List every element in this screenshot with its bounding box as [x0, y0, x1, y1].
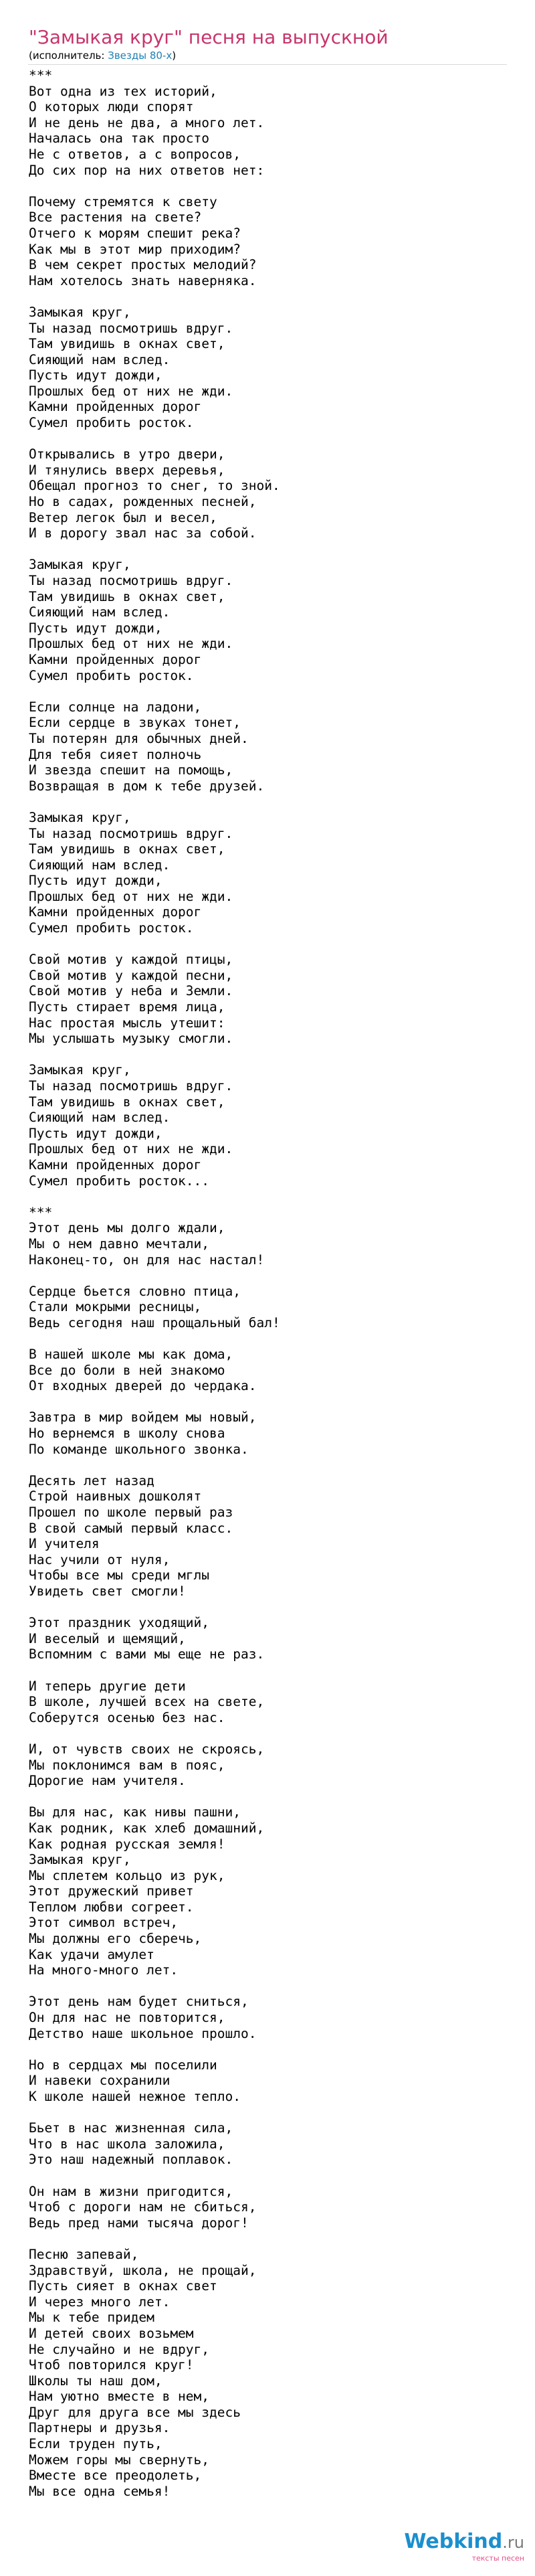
- artist-link[interactable]: Звезды 80-х: [108, 50, 173, 62]
- logo-tld: .ru: [502, 2533, 524, 2552]
- lyrics-text: *** Вот одна из тех историй, О которых люди спорят И не день не два, а много лет. Началась она так просто Не с ответов, а с вопросов, До сих пор на них ответов нет: Почему стремятся к свету Все растения на свете? Отчего к морям спешит река? Как мы в этот мир приходим? В чем секрет простых мелодий? Нам хотелось знать наверняка. Замыкая круг, Ты назад посмотришь вдруг. Там увидишь в окнах свет, Сияющий нам вслед. Пусть идут дожди, Прошлых бед от них не жди. Камни пройденных дорог Сумел пробить росток. Открывались в утро двери, И тянулись вверх деревья, Обещал прогноз то снег, то зной. Но в садах, рожденных песней, Ветер легок был и весел, И в дорогу звал нас за собой. Замыкая круг, Ты назад посмотришь вдруг. Там увидишь в окнах свет, Сияющий нам вслед. Пусть идут дожди, Прошлых бед от них не жди. Камни пройденных дорог Сумел пробить росток. Если солнце на ладони, Если сердце в звуках тонет, Ты потерян для обычных дней. Для тебя сияет полночь И звезда спешит на помощь, Возвращая в дом к тебе друзей. Замыкая круг, Ты назад посмотришь вдруг. Там увидишь в окнах свет, Сияющий нам вслед. Пусть идут дожди, Прошлых бед от них не жди. Камни пройденных дорог Сумел пробить росток. Свой мотив у каждой птицы, Свой мотив у каждой песни, Свой мотив у неба и Земли. Пусть стирает время лица, Нас простая мысль утешит: Мы услышать музыку смогли. Замыкая круг, Ты назад посмотришь вдруг. Там увидишь в окнах свет, Сияющий нам вслед. Пусть идут дожди, Прошлых бед от них не жди. Камни пройденных дорог Сумел пробить росток... *** Этот день мы долго ждали, Мы о нем давно мечтали, Наконец-то, он для нас настал! Сердце бьется словно птица, Стали мокрыми ресницы, Ведь сегодня наш прощальный бал! В нашей школе мы как дома, Все до боли в ней знакомо От входных дверей до чердака. Завтра в мир войдем мы новый, Но вернемся в школу снова По команде школьного звонка. Десять лет назад Строй наивных дошколят Прошел по школе первый раз В свой самый первый класс. И учителя Нас учили от нуля, Чтобы все мы среди мглы Увидеть свет смогли! Этот праздник уходящий, И веселый и щемящий, Вспомним с вами мы еще не раз. И теперь другие дети В школе, лучшей всех на свете, Соберутся осенью без нас. И, от чувств своих не скроясь, Мы поклонимся вам в пояс, Дорогие нам учителя. Вы для нас, как нивы пашни, Как родник, как хлеб домашний, Как родная русская земля! Замыкая круг, Мы сплетем кольцо из рук, Этот дружеский привет Теплом любви согреет. Этот символ встреч, Мы должны его сберечь, Как удачи амулет На много-много лет. Этот день нам будет сниться, Он для нас не повторится, Детство наше школьное прошло. Но в сердцах мы поселили И навеки сохранили К школе нашей нежное тепло. Бьет в нас жизненная сила, Что в нас школа заложила, Это наш надежный поплавок. Он нам в жизни пригодится, Чтоб с дороги нам не сбиться, Ведь пред нами тысяча дорог! Песню запевай, Здравствуй, школа, не прощай, Пусть сияет в окнах свет И через много лет. Мы к тебе придем И детей своих возьмем Не случайно и не вдруг, Чтоб повторился круг! Школы ты наш дом, Нам уютно вместе в нем, Друг для друга все мы здесь Партнеры и друзья. Если труден путь, Можем горы мы свернуть, Вместе все преодолеть, Мы все одна семья!: [29, 68, 280, 2499]
- logo-tagline: тексты песен: [471, 2554, 524, 2563]
- artist-suffix: ): [172, 50, 177, 62]
- site-logo[interactable]: [404, 2528, 524, 2570]
- artist-line: [29, 50, 176, 62]
- logo-wordmark: [404, 2528, 524, 2556]
- page-title: "Замыкая круг" песня на выпускной: [29, 26, 389, 48]
- artist-prefix: (исполнитель:: [29, 50, 108, 62]
- header-divider: [28, 64, 507, 65]
- logo-word: Webkind: [404, 2530, 503, 2553]
